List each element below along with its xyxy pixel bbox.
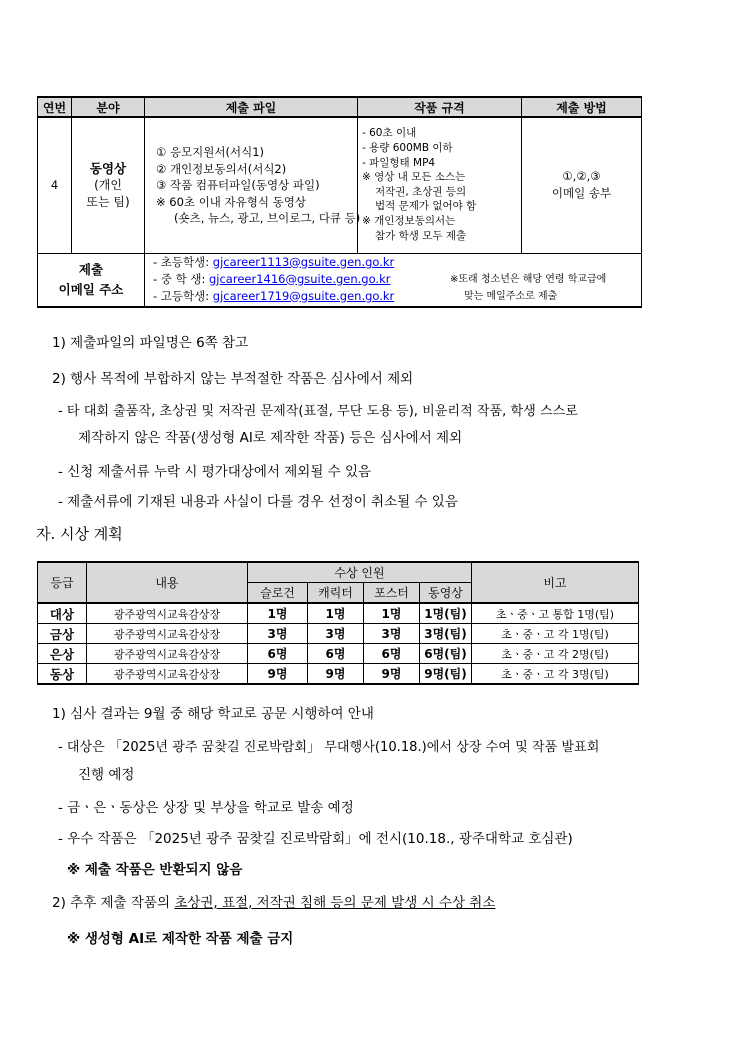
note-underlined: 초상권, 표절, 저작권 침해 등의 문제 발생 시 수상 취소 — [174, 895, 496, 911]
section-heading: 자. 시상 계획 — [36, 525, 123, 543]
subheader-video: 동영상 — [420, 583, 472, 604]
note-cell: 초ㆍ중ㆍ고 통합 1명(팀) — [472, 603, 639, 624]
spec-note: ※ 영상 내 모든 소스는 — [362, 171, 466, 184]
category-sub: (개인 — [94, 177, 122, 192]
count-cell: 9명 — [364, 664, 420, 685]
count-cell: 3명 — [248, 624, 308, 644]
subheader-character: 캐릭터 — [308, 583, 364, 604]
note-detail: 제작하지 않은 작품(생성형 AI로 제작한 작품) 등은 심사에서 제외 — [78, 430, 463, 446]
row-spec — [358, 117, 522, 253]
table-row — [38, 664, 639, 685]
email-link-high[interactable]: gjcareer1719@gsuite.gen.go.kr — [212, 288, 395, 303]
spec-note: 저작권, 초상권 등의 — [375, 185, 467, 198]
count-cell: 3명 — [364, 624, 420, 644]
note-cell: 초ㆍ중ㆍ고 각 1명(팀) — [472, 624, 639, 644]
row-method — [522, 117, 642, 253]
count-cell: 1명 — [248, 603, 308, 624]
email-link-middle[interactable]: gjcareer1416@gsuite.gen.go.kr — [208, 271, 391, 286]
count-cell: 6명 — [308, 644, 364, 664]
method-items: ①,②,③ — [562, 169, 601, 184]
email-label-line: 이메일 주소 — [58, 281, 124, 297]
count-cell: 1명 — [364, 603, 420, 624]
email-note-line: 맞는 메일주소로 제출 — [464, 290, 558, 302]
grade-cell: 대상 — [38, 603, 87, 624]
count-cell: 3명(팀) — [420, 624, 472, 644]
header-no: 연번 — [38, 97, 72, 117]
email-row — [38, 253, 642, 307]
note-detail: - 금ㆍ은ㆍ동상은 상장 및 부상을 학교로 발송 예정 — [58, 800, 354, 816]
note-detail: - 신청 제출서류 누락 시 평가대상에서 제외될 수 있음 — [58, 464, 372, 480]
warning-note: ※ 생성형 AI로 제작한 작품 제출 금지 — [67, 931, 294, 947]
note-item: 2) 행사 목적에 부합하지 않는 부적절한 작품은 심사에서 제외 — [52, 371, 414, 387]
header-spec: 작품 규격 — [358, 97, 522, 117]
header-category: 분야 — [72, 97, 145, 117]
grade-cell: 금상 — [38, 624, 87, 644]
note-detail: - 우수 작품은 「2025년 광주 꿈찾길 진로박람회」에 전시(10.18., 광주대학교 호심관) — [58, 831, 573, 847]
row-no: 4 — [38, 117, 72, 253]
header-files: 제출 파일 — [145, 97, 358, 117]
header-note: 비고 — [472, 562, 639, 603]
email-label — [38, 253, 145, 307]
header-award-count: 수상 인원 — [248, 562, 472, 583]
method-text: 이메일 송부 — [551, 186, 612, 201]
note-cell: 초ㆍ중ㆍ고 각 3명(팀) — [472, 664, 639, 685]
spec-item: - 파일형태 MP4 — [362, 156, 436, 169]
note-detail: 진행 예정 — [78, 767, 135, 783]
file-item: ① 응모지원서(서식1) — [156, 145, 265, 159]
email-prefix: - 중 학 생: — [153, 271, 209, 286]
award-table-header — [38, 562, 639, 583]
content-cell: 광주광역시교육감상장 — [87, 644, 248, 664]
row-category — [72, 117, 145, 253]
count-cell: 6명(팀) — [420, 644, 472, 664]
content-cell: 광주광역시교육감상장 — [87, 624, 248, 644]
email-note — [450, 271, 606, 305]
submission-table-header — [38, 97, 642, 117]
note-prefix: 2) 추후 제출 작품의 — [52, 895, 175, 911]
note-item: 1) 제출파일의 파일명은 6쪽 참고 — [52, 335, 249, 351]
email-prefix: - 고등학생: — [153, 288, 213, 303]
spec-item: - 용량 600MB 이하 — [362, 141, 453, 154]
note-detail: - 제출서류에 기재된 내용과 사실이 다를 경우 선정이 취소될 수 있음 — [58, 494, 458, 510]
spec-note: 참가 학생 모두 제출 — [375, 229, 467, 242]
submission-table — [37, 96, 642, 308]
email-label-line: 제출 — [78, 261, 104, 277]
count-cell: 3명 — [308, 624, 364, 644]
count-cell: 1명 — [308, 603, 364, 624]
email-cell — [145, 253, 642, 307]
row-files — [145, 117, 361, 253]
email-list — [153, 254, 394, 305]
category-sub: 또는 팀) — [86, 194, 130, 209]
grade-cell: 은상 — [38, 644, 87, 664]
file-note: (숏츠, 뉴스, 광고, 브이로그, 다큐 등) — [174, 211, 361, 225]
grade-cell: 동상 — [38, 664, 87, 685]
file-item: ③ 작품 컴퓨터파일(동영상 파일) — [156, 178, 320, 192]
email-item — [153, 271, 394, 288]
header-method: 제출 방법 — [522, 97, 642, 117]
header-grade: 등급 — [38, 562, 87, 603]
subheader-poster: 포스터 — [364, 583, 420, 604]
award-table — [37, 561, 639, 685]
email-item — [153, 288, 394, 305]
note-detail: - 타 대회 출품작, 초상권 및 저작권 문제작(표절, 무단 도용 등), 비윤리적 작품, 학생 스스로 — [58, 404, 578, 419]
email-note-line: ※또래 청소년은 해당 연령 학교급에 — [450, 273, 607, 285]
table-row — [38, 603, 639, 624]
spec-item: - 60초 이내 — [362, 127, 417, 140]
content-cell: 광주광역시교육감상장 — [87, 664, 248, 685]
spec-note: 법적 문제가 없어야 함 — [375, 200, 477, 213]
count-cell: 6명 — [364, 644, 420, 664]
file-note: ※ 60초 이내 자유형식 동영상 — [156, 194, 306, 209]
email-link-elementary[interactable]: gjcareer1113@gsuite.gen.go.kr — [212, 254, 395, 269]
spec-note: ※ 개인정보동의서는 — [362, 214, 456, 227]
email-item — [153, 254, 394, 271]
note-item — [52, 891, 495, 911]
warning-note: ※ 제출 작품은 반환되지 않음 — [67, 862, 243, 878]
count-cell: 9명(팀) — [420, 664, 472, 685]
table-row — [38, 117, 642, 253]
content-cell: 광주광역시교육감상장 — [87, 603, 248, 624]
category-title: 동영상 — [89, 160, 127, 176]
table-row — [38, 644, 639, 664]
file-item: ② 개인정보동의서(서식2) — [156, 161, 287, 176]
table-row — [38, 624, 639, 644]
count-cell: 9명 — [248, 664, 308, 685]
email-prefix: - 초등학생: — [153, 254, 213, 269]
note-cell: 초ㆍ중ㆍ고 각 2명(팀) — [472, 644, 639, 664]
subheader-slogan: 슬로건 — [248, 583, 308, 604]
note-item: 1) 심사 결과는 9월 중 해당 학교로 공문 시행하여 안내 — [52, 706, 374, 722]
count-cell: 9명 — [308, 664, 364, 685]
count-cell: 1명(팀) — [420, 603, 472, 624]
count-cell: 6명 — [248, 644, 308, 664]
note-detail: - 대상은 「2025년 광주 꿈찾길 진로박람회」 무대행사(10.18.)에서 상장 수여 및 작품 발표회 — [58, 740, 600, 755]
header-content: 내용 — [87, 562, 248, 603]
